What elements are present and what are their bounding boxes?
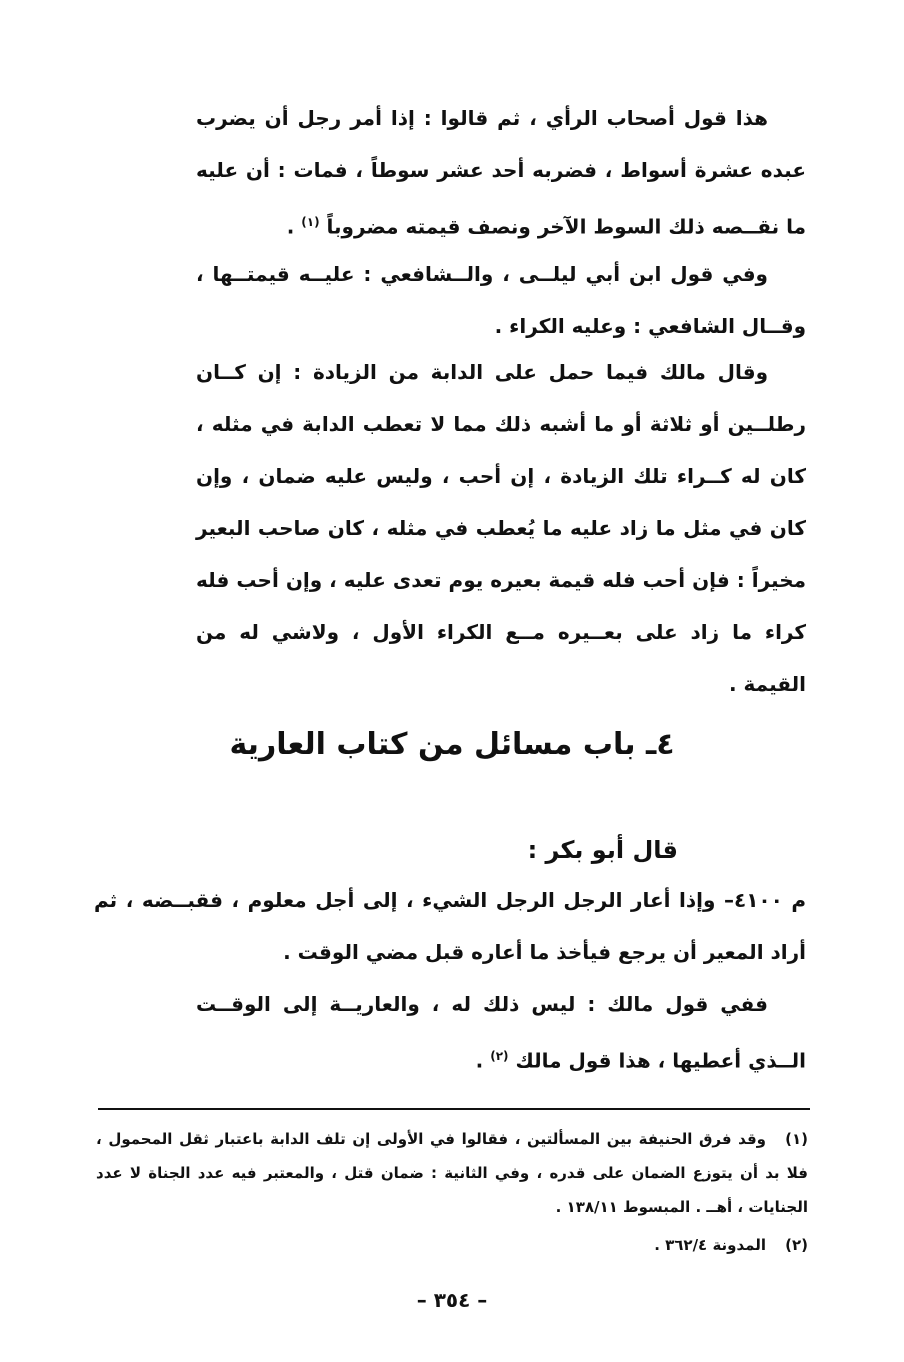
footnote-ref-2[interactable]: (٢) (490, 1049, 509, 1063)
page-number: – ٣٥٤ – (416, 1288, 488, 1312)
footnote-1-mark: (١) (785, 1130, 808, 1148)
paragraph-1-end: . (286, 214, 302, 239)
paragraph-1 (196, 92, 806, 253)
footnote-2-mark: (٢) (785, 1236, 808, 1254)
footnote-1-text: وقد فرق الحنيفة بين المسألتين ، فقالوا في الأولى إن تلف الدابة باعتبار ثقل المحمول ، فلا بد أن يتوزع الضمان على قدره ، وفي الثانية : ضمان قتل ، والمعتبر فيه عدد الجناة لا عدد الجنايات ، أهــ . المبسوط ١٣٨/١١ . (96, 1130, 808, 1216)
footnote-2 (96, 1228, 808, 1262)
footnote-2-text: المدونة ٣٦٢/٤ . (654, 1236, 766, 1254)
chapter-title: ٤ـ باب مسائل من كتاب العارية (229, 727, 675, 762)
footnote-ref-1[interactable]: (١) (301, 215, 320, 229)
paragraph-1-text: هذا قول أصحاب الرأي ، ثم قالوا : إذا أمر رجل أن يضرب عبده عشرة أسواط ، فضربه أحد عشر سوطاً ، فمات : أن عليه ما نقــصه ذلك السوط الآخر ونصف قيمته مضروباً (196, 106, 806, 239)
paragraph-2: وفي قول ابن أبي ليلــى ، والــشافعي : عليــه قيمتــها ، وقــال الشافعي : وعليه الكراء . (196, 262, 806, 338)
footnote-divider (98, 1108, 810, 1110)
entry-number: م ٤١٠٠– (724, 888, 807, 912)
paragraph-4-end: . (475, 1048, 491, 1073)
footnote-1 (96, 1122, 808, 1224)
speaker-heading: قال أبو بكر : (527, 836, 678, 864)
paragraph-4 (196, 978, 806, 1087)
paragraph-3: وقال مالك فيما حمل على الدابة من الزيادة : إن كــان رطلــين أو ثلاثة أو ما أشبه ذلك مما لا تعطب الدابة في مثله ، كان له كــراء تلك الزيادة ، إن أحب ، وليس عليه ضمان ، وإن كان في مثل ما زاد عليه ما يُعطب في مثله ، كان صاحب البعير مخيراً : فإن أحب فله قيمة بعيره يوم تعدى عليه ، وإن أحب فله كراء ما زاد على بعــيره مــع الكراء الأول ، ولاشي له من القيمة . (196, 360, 806, 696)
entry-paragraph (94, 874, 806, 978)
entry-text: وإذا أعار الرجل الرجل الشيء ، إلى أجل معلوم ، فقبــضه ، ثم أراد المعير أن يرجع فيأخذ ما أعاره قبل مضي الوقت . (94, 888, 806, 964)
paragraph-4-text: ففي قول مالك : ليس ذلك له ، والعاريــة إلى الوقــت الــذي أعطيها ، هذا قول مالك (196, 992, 806, 1073)
